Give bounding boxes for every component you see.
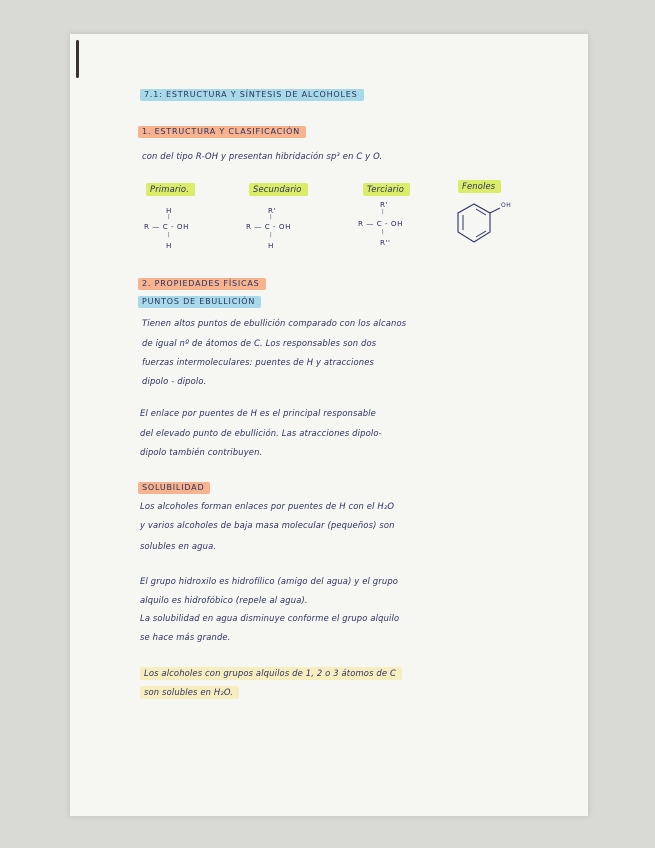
terciario-bond-top: |: [382, 209, 385, 215]
solubility-p1-line2: y varios alcoholes de baja masa molecular (pequeños) son: [140, 520, 395, 530]
solubility-p2-line4: se hace más grande.: [140, 632, 231, 642]
terciario-bottom-sub: R'': [380, 238, 391, 247]
solubility-p2-line3: La solubilidad en agua disminuye conforme el grupo alquilo: [140, 613, 400, 623]
secundario-bond-top: |: [270, 214, 273, 220]
secundario-bottom-sub: H: [268, 241, 274, 250]
section-heading-physical: 2. PROPIEDADES FÍSICAS: [138, 279, 266, 288]
boiling-p1-line2: de igual nº de átomos de C. Los responsables son dos: [142, 338, 377, 348]
subheading-boiling: PUNTOS DE EBULLICIÓN: [138, 297, 261, 306]
primario-top-sub: H: [166, 206, 172, 215]
page-edge-mark: [76, 40, 79, 78]
secundario-bond-bottom: |: [270, 232, 273, 238]
boiling-p1-line3: fuerzas intermoleculares: puentes de H y atracciones: [142, 357, 375, 367]
label-terciario: Terciario: [363, 184, 410, 194]
terciario-bond-bottom: |: [382, 229, 385, 235]
primario-bond-top: |: [168, 214, 171, 220]
primario-formula: R — C - OH: [144, 222, 189, 231]
boiling-p2-line1: El enlace por puentes de H es el principal responsable: [140, 408, 376, 418]
label-secundario: Secundario: [249, 184, 308, 194]
primario-bond-bottom: |: [168, 232, 171, 238]
terciario-top-sub: R': [380, 200, 388, 209]
solubility-note-line1: Los alcoholes con grupos alquilos de 1, 2 o 3 átomos de C: [140, 668, 402, 678]
section-heading-solubility: SOLUBILIDAD: [138, 483, 210, 492]
secundario-top-sub: R': [268, 206, 276, 215]
terciario-formula: R — C - OH: [358, 219, 403, 228]
solubility-p2-line1: El grupo hidroxilo es hidrofílico (amigo del agua) y el grupo: [140, 576, 399, 586]
solubility-p2-line2: alquilo es hidrofóbico (repele al agua).: [140, 595, 308, 605]
page-title: 7.1: ESTRUCTURA Y SÍNTESIS DE ALCOHOLES: [140, 90, 364, 99]
section-heading-structure: 1. ESTRUCTURA Y CLASIFICACIÓN: [138, 127, 306, 136]
boiling-p1-line1: Tienen altos puntos de ebullición comparado con los alcanos: [142, 318, 407, 328]
phenol-oh-label: OH: [501, 202, 512, 209]
solubility-note-line2: son solubles en H₂O.: [140, 687, 239, 697]
solubility-p1-line1: Los alcoholes forman enlaces por puentes de H con el H₂O: [140, 501, 395, 511]
solubility-p1-line3: solubles en agua.: [140, 541, 217, 551]
boiling-p2-line2: del elevado punto de ebullición. Las atracciones dipolo-: [140, 428, 382, 438]
primario-bottom-sub: H: [166, 241, 172, 250]
boiling-p2-line3: dipolo también contribuyen.: [140, 447, 263, 457]
label-primario: Primario.: [146, 184, 195, 194]
boiling-p1-line4: dipolo - dipolo.: [142, 376, 207, 386]
structure-description: con del tipo R-OH y presentan hibridación sp³ en C y O.: [142, 151, 383, 161]
secundario-formula: R — C - OH: [246, 222, 291, 231]
label-fenoles: Fenoles: [458, 181, 501, 191]
